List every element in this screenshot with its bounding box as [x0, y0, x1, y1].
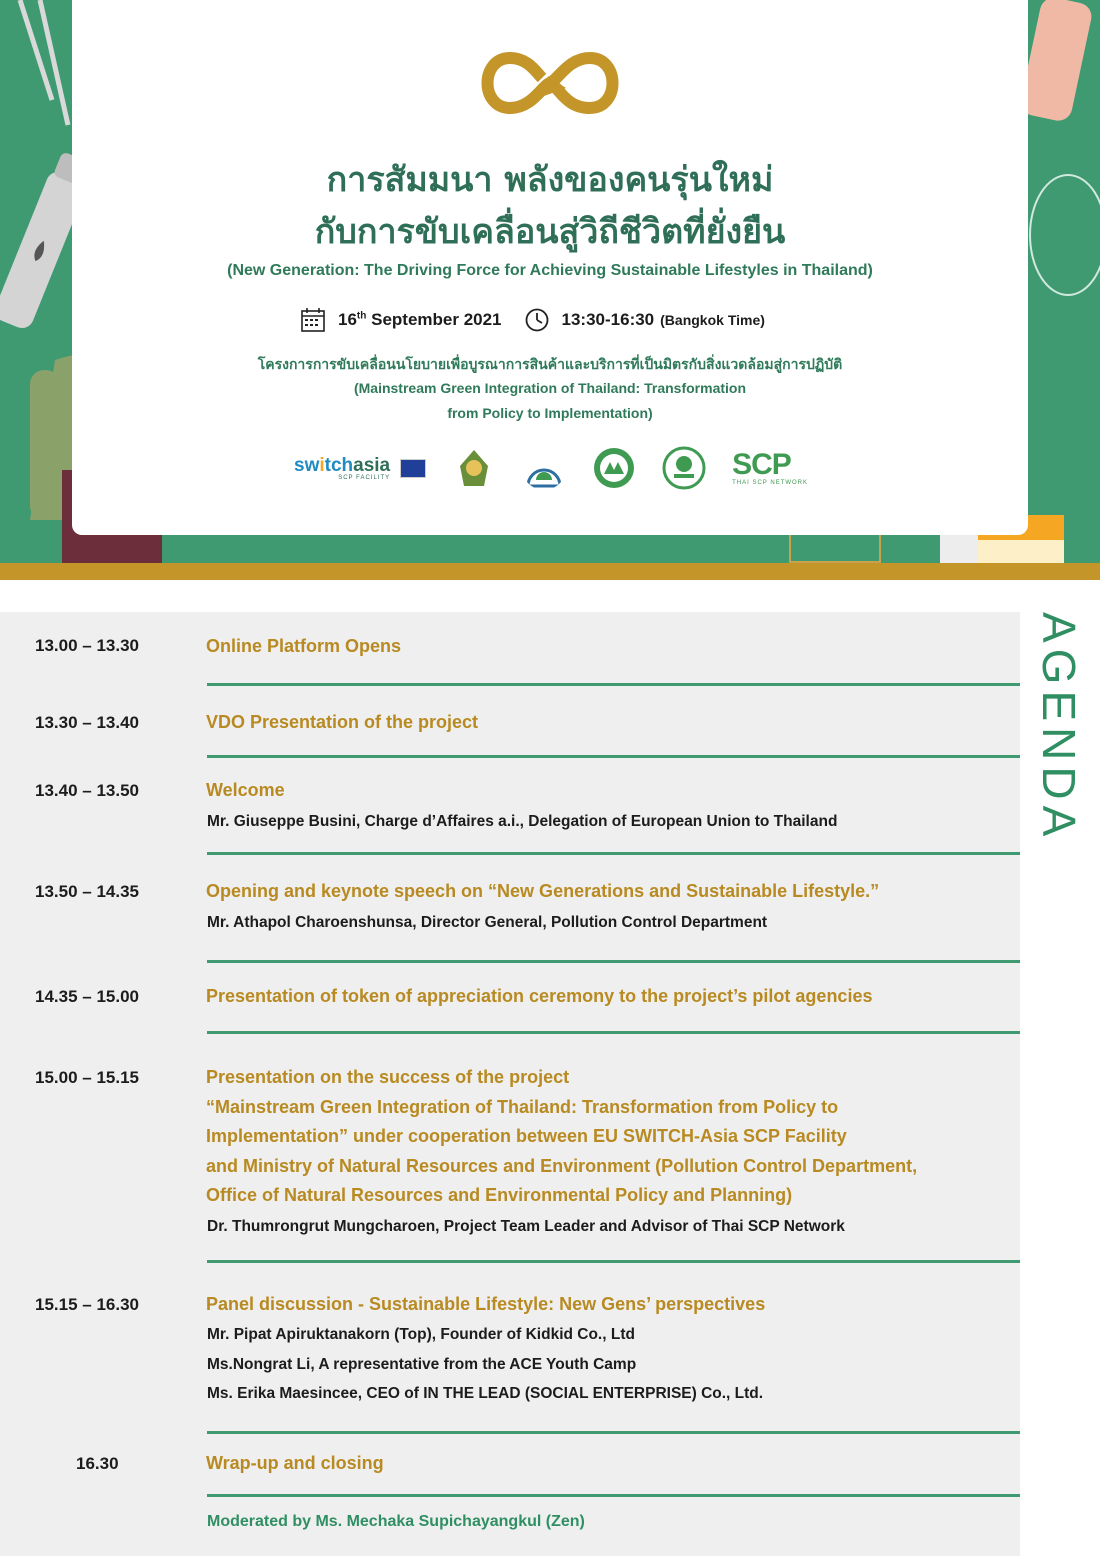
moderator-note: Moderated by Ms. Mechaka Supichayangkul (Zen): [207, 1513, 585, 1530]
agenda-title: Welcome: [206, 780, 285, 800]
agenda-title: VDO Presentation of the project: [206, 712, 479, 732]
agenda-title: Opening and keynote speech on “New Generations and Sustainable Lifestyle.”: [206, 881, 880, 901]
agenda-divider: [207, 960, 1020, 963]
eu-flag-icon: [400, 459, 426, 478]
clock-icon: [524, 307, 550, 333]
agenda-time: 14.35 – 15.00: [35, 987, 139, 1006]
department-logo-icon: [662, 446, 706, 490]
agenda-time: 13.40 – 13.50: [35, 781, 139, 800]
agenda-divider: [207, 1431, 1020, 1434]
agenda-speaker: Ms.Nongrat Li, A representative from the ACE Youth Camp: [207, 1356, 637, 1373]
switch-asia-logo: switchasia SCP FACILITY: [294, 454, 391, 481]
calendar-icon: [300, 307, 326, 333]
partner-logos: [294, 446, 808, 490]
agenda-speaker: Mr. Athapol Charoenshunsa, Director General, Pollution Control Department: [207, 914, 768, 931]
agenda-time: 13.00 – 13.30: [35, 636, 139, 655]
agenda-time: 15.15 – 16.30: [35, 1295, 139, 1314]
agenda-speaker: Ms. Erika Maesincee, CEO of IN THE LEAD (SOCIAL ENTERPRISE) Co., Ltd.: [207, 1385, 764, 1402]
agenda-title-line: “Mainstream Green Integration of Thailand: Transformation from Policy to: [206, 1097, 839, 1117]
title-thai-line2: กับการขับเคลื่อนสู่วิถีชีวิตที่ยั่งยืน: [314, 212, 786, 252]
agenda-speaker: Mr. Pipat Apiruktanakorn (Top), Founder of Kidkid Co., Ltd: [207, 1326, 635, 1343]
project-name-en-line1: (Mainstream Green Integration of Thailand: Transformation: [353, 380, 747, 396]
event-banner: [0, 0, 1100, 580]
agenda-title: Online Platform Opens: [206, 636, 402, 656]
agenda-divider: [207, 1031, 1020, 1034]
agenda-speaker: Mr. Giuseppe Busini, Charge d’Affaires a.i., Delegation of European Union to Thailand: [207, 813, 838, 830]
project-name-en-line2: from Policy to Implementation): [447, 405, 653, 421]
agenda-title: Panel discussion - Sustainable Lifestyle: New Gens’ perspectives: [206, 1294, 766, 1314]
agenda-time: 13.30 – 13.40: [35, 713, 139, 732]
event-date: 16th September 2021: [338, 310, 502, 329]
agenda-time: 15.00 – 15.15: [35, 1068, 139, 1087]
event-time: 13:30-16:30: [561, 310, 655, 329]
agenda-title-line: Implementation” under cooperation between EU SWITCH-Asia SCP Facility: [206, 1126, 847, 1146]
agenda-title-line: Office of Natural Resources and Environmental Policy and Planning): [206, 1185, 793, 1205]
thai-scp-network-logo: SCP THAI SCP NETWORK: [732, 448, 809, 486]
agenda-divider: [207, 1494, 1020, 1497]
agenda-title: Presentation of token of appreciation ceremony to the project’s pilot agencies: [206, 986, 873, 1006]
agenda-title: Wrap-up and closing: [206, 1453, 384, 1473]
project-name-thai: โครงการการขับเคลื่อนนโยบายเพื่อบูรณาการสินค้าและบริการที่เป็นมิตรกับสิ่งแวดล้อมสู่การปฏิบัติ: [257, 357, 843, 373]
event-timezone: (Bangkok Time): [660, 312, 765, 328]
infinity-logo-icon: [470, 38, 630, 128]
agenda-title-line: Presentation on the success of the project: [206, 1067, 570, 1087]
agenda-time: 13.50 – 14.35: [35, 882, 139, 901]
title-thai-line1: การสัมมนา พลังของคนรุ่นใหม่: [326, 160, 774, 200]
agenda-label: AGENDA: [1033, 612, 1085, 843]
agenda-time: 16.30: [76, 1454, 119, 1473]
agenda-divider: [207, 755, 1020, 758]
ministry-seal-icon: [452, 446, 496, 490]
pcd-logo-icon: [522, 446, 566, 490]
banner-bottom-band: [0, 563, 1100, 580]
agenda-divider: [207, 1260, 1020, 1263]
agenda-speaker: Dr. Thumrongrut Mungcharoen, Project Team Leader and Advisor of Thai SCP Network: [207, 1218, 845, 1235]
agenda-divider: [207, 852, 1020, 855]
agenda-divider: [207, 683, 1020, 686]
agenda-title-line: and Ministry of Natural Resources and Environment (Pollution Control Department,: [206, 1156, 918, 1176]
onep-logo-icon: [592, 446, 636, 490]
date-time-line: [300, 305, 765, 335]
subtitle-english: (New Generation: The Driving Force for Achieving Sustainable Lifestyles in Thailand): [227, 262, 873, 279]
